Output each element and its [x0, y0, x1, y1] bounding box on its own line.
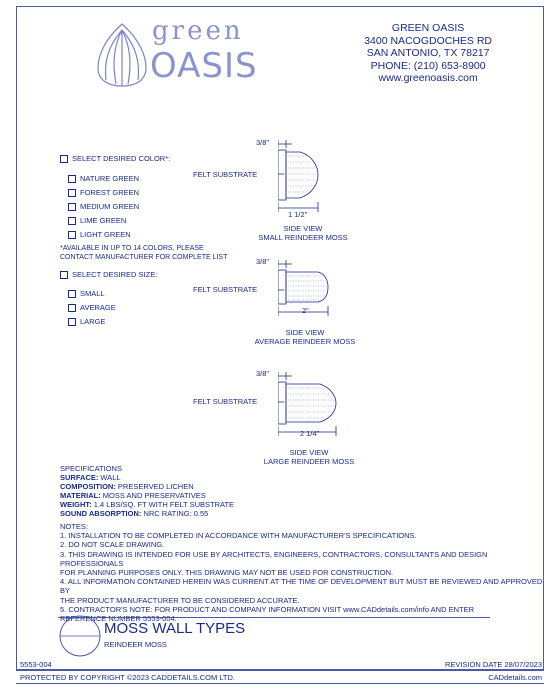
thickness-dim-large: 3/8" — [256, 369, 270, 378]
caption-average: SIDE VIEW AVERAGE REINDEER MOSS — [254, 328, 356, 346]
thickness-dim-small: 3/8" — [256, 138, 270, 147]
caption-large: SIDE VIEW LARGE REINDEER MOSS — [263, 448, 355, 466]
checkbox-icon[interactable] — [68, 290, 76, 298]
specifications — [60, 464, 234, 518]
felt-label-small: FELT SUBSTRATE — [193, 170, 258, 179]
company-phone: PHONE: (210) 653-8900 — [370, 59, 486, 72]
note-line: FOR PLANNING PURPOSES ONLY. THIS DRAWING MAY NOT BE USED FOR CONSTRUCTION. — [60, 568, 394, 578]
notes-heading: NOTES: — [60, 522, 88, 531]
note-line: REFERENCE NUMBER 5553-004. — [60, 614, 177, 624]
title-divider — [58, 617, 490, 618]
color-option-medium-green[interactable]: MEDIUM GREEN — [68, 202, 139, 211]
checkbox-icon[interactable] — [68, 304, 76, 312]
company-website: www.greenoasis.com — [378, 72, 478, 84]
note-line: THE PRODUCT MANUFACTURER TO BE CONSIDERED ACCURATE. — [60, 595, 300, 605]
caddetails-link[interactable]: CADdetails.com — [488, 673, 542, 682]
size-select-heading: SELECT DESIRED SIZE: — [60, 270, 157, 279]
checkbox-icon[interactable] — [68, 318, 76, 326]
checkbox-icon[interactable] — [68, 175, 76, 183]
company-name: GREEN OASIS — [391, 22, 465, 34]
footer-divider — [16, 670, 544, 671]
spec-row: SURFACE: WALL — [60, 473, 121, 482]
checkbox-icon[interactable] — [60, 271, 68, 279]
footer-bottom-divider — [16, 683, 544, 684]
color-availability-note: *AVAILABLE IN UP TO 14 COLORS, PLEASE CONTACT MANUFACTURER FOR COMPLETE LIST — [60, 245, 228, 261]
copyright-notice: PROTECTED BY COPYRIGHT ©2023 CADDETAILS.COM LTD. — [20, 673, 236, 682]
felt-label-average: FELT SUBSTRATE — [193, 285, 258, 294]
color-option-forest-green[interactable]: FOREST GREEN — [68, 188, 139, 197]
caption-small: SIDE VIEW SMALL REINDEER MOSS — [258, 224, 348, 242]
note-line: 1. INSTALLATION TO BE COMPLETED IN ACCORDANCE WITH MANUFACTURER'S SPECIFICATIONS. — [60, 531, 417, 541]
checkbox-icon[interactable] — [60, 155, 68, 163]
drawing-title: MOSS WALL TYPES — [104, 620, 246, 637]
checkbox-icon[interactable] — [68, 189, 76, 197]
side-view-average-drawing — [278, 260, 348, 318]
checkbox-icon[interactable] — [68, 203, 76, 211]
checkbox-icon[interactable] — [68, 217, 76, 225]
size-option-large[interactable]: LARGE — [68, 317, 105, 326]
drawing-subtitle: REINDEER MOSS — [104, 640, 167, 649]
logo-word-green: green — [152, 16, 244, 46]
thickness-dim-average: 3/8" — [256, 257, 270, 266]
felt-label-large: FELT SUBSTRATE — [193, 397, 258, 406]
width-dim-small: 1 1/2" — [288, 210, 308, 219]
color-option-nature-green[interactable]: NATURE GREEN — [68, 174, 139, 183]
company-city: SAN ANTONIO, TX 78217 — [366, 47, 490, 59]
spec-row: SOUND ABSORPTION: NRC RATING: 0.55 — [60, 509, 209, 518]
revision-date: REVISION DATE 28/07/2023 — [445, 660, 542, 669]
color-option-lime-green[interactable]: LIME GREEN — [68, 216, 126, 225]
company-address: 3400 NACOGDOCHES RD — [364, 34, 492, 47]
notes — [60, 522, 550, 623]
spec-row: COMPOSITION: PRESERVED LICHEN — [60, 482, 194, 491]
color-select-heading: SELECT DESIRED COLOR*: — [60, 154, 170, 163]
width-dim-large: 2 1/4" — [300, 429, 320, 438]
reference-number: 5553-004 — [20, 660, 52, 669]
color-option-light-green[interactable]: LIGHT GREEN — [68, 230, 131, 239]
note-line: 5. CONTRACTOR'S NOTE: FOR PRODUCT AND COMPANY INFORMATION VISIT www.CADdetails.com/info AND ENTER — [60, 604, 474, 614]
width-dim-average: 2" — [302, 306, 309, 315]
checkbox-icon[interactable] — [68, 231, 76, 239]
size-option-average[interactable]: AVERAGE — [68, 303, 116, 312]
spec-row: WEIGHT: 1.4 LBS/SQ. FT WITH FELT SUBSTRATE — [60, 500, 235, 509]
side-view-small-drawing — [278, 140, 338, 212]
note-line: 4. ALL INFORMATION CONTAINED HEREIN WAS CURRENT AT THE TIME OF DEVELOPMENT BUT MUST BE REVIEWED AND APPROVED BY — [60, 577, 543, 596]
note-line: 3. THIS DRAWING IS INTENDED FOR USE BY ARCHITECTS, ENGINEERS, CONTRACTORS, CONSULTANTS AND DESIGN PROFESSIONALS — [60, 549, 488, 568]
note-line: 2. DO NOT SCALE DRAWING. — [60, 540, 165, 550]
title-circle — [58, 614, 102, 658]
logo-word-oasis: OASIS — [150, 46, 258, 86]
company-info — [364, 22, 492, 85]
size-option-small[interactable]: SMALL — [68, 289, 105, 298]
spec-row: MATERIAL: MOSS AND PRESERVATIVES — [60, 491, 206, 500]
spec-heading: SPECIFICATIONS — [60, 464, 122, 473]
